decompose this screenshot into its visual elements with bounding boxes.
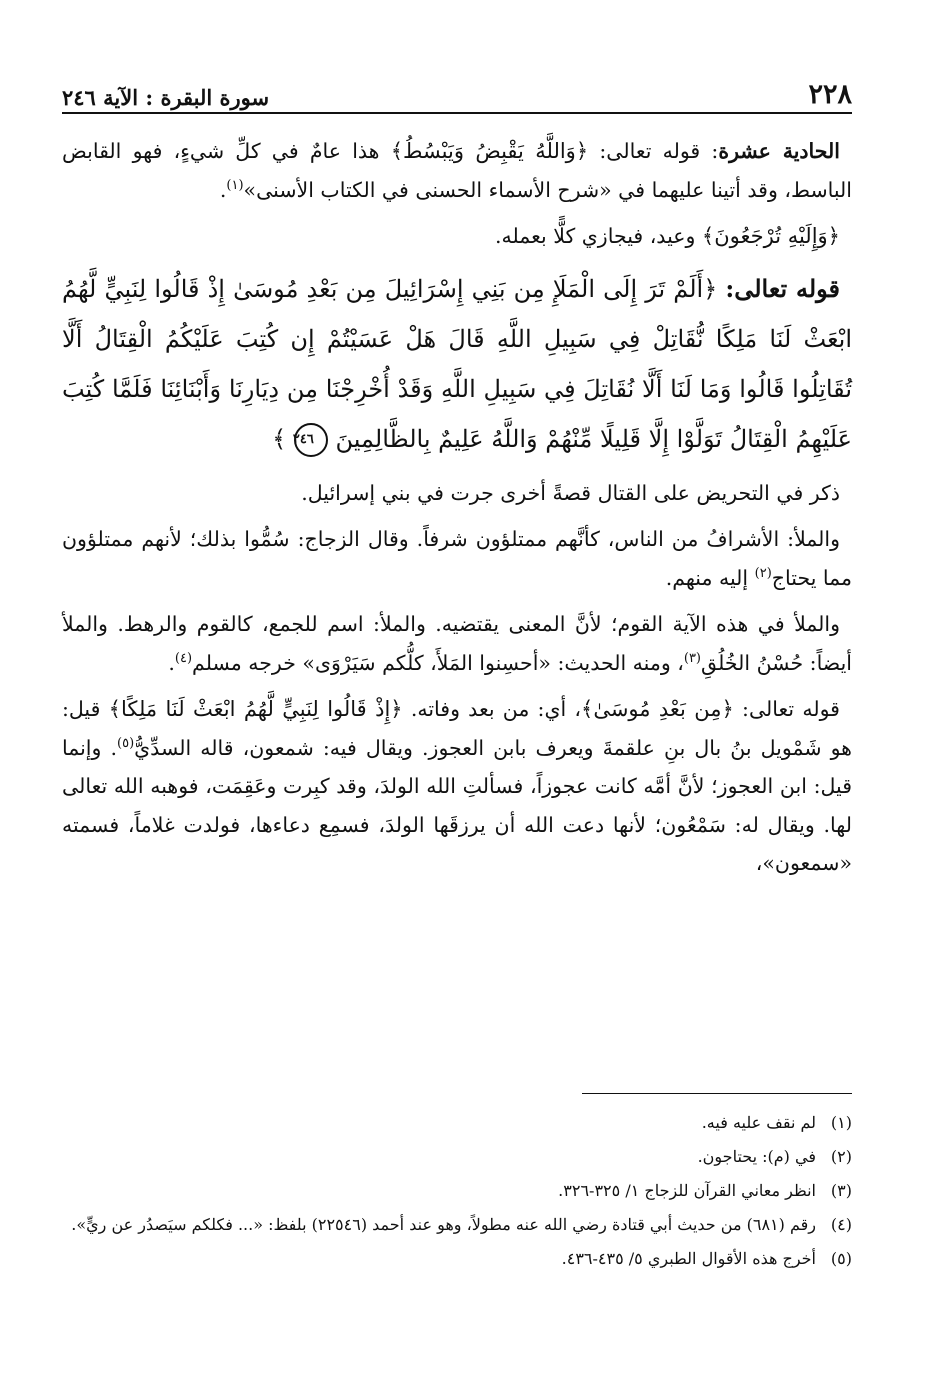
section-heading: الحادية عشرة — [718, 139, 840, 163]
footnote-ref[interactable]: (٥) — [117, 735, 135, 751]
paragraph-text: ، أي: من بعد وفاته. — [410, 697, 582, 721]
footnote-ref[interactable]: (٤) — [174, 650, 193, 666]
footnote-text: في (م): يحتاجون. — [697, 1147, 816, 1166]
footnote-text: لم نقف عليه فيه. — [701, 1113, 816, 1132]
footnote — [62, 1210, 852, 1240]
paragraph-mala-meaning — [62, 605, 852, 682]
footnote — [62, 1108, 852, 1138]
footnote — [62, 1244, 852, 1274]
footnote — [62, 1142, 852, 1172]
paragraph-text: . وإنما قيل: ابن العجوز؛ لأنَّ أمَّه كانت عجوزاً، فسألتِ الله الولدَ، وقد كبِرت وعَقِمَت، فوهبه الله تعالى لها. ويقال له: سَمْعُون؛ لأنها دعت الله أن يرزقَها الولدَ، فسمِع دعاءها، فولدت غلاماً، فسمته «سمعون»، — [62, 735, 852, 875]
paragraph-text: : قوله تعالى: — [599, 139, 719, 163]
paragraph-mala — [62, 520, 852, 597]
book-page — [62, 0, 852, 1389]
page-header — [62, 68, 852, 114]
paragraph-text: ، ومنه الحديث: «أحسِنوا المَلأَ، كلُّكم سَيَرْوَى» خرجه مسلم — [192, 650, 684, 675]
footnote-text: انظر معاني القرآن للزجاج ١/ ٣٢٥-٣٢٦. — [558, 1181, 816, 1200]
paragraph-text: قوله تعالى: — [742, 697, 840, 721]
paragraph-text: والملأ: الأشرافُ من الناس، كأنَّهم ممتلؤون شرفاً. وقال الزجاج: سُمُّوا بذلك؛ لأنهم ممتلؤون مما يحتاج — [62, 527, 852, 590]
quran-quote: ﴿مِن بَعْدِ مُوسَىٰ﴾ — [581, 697, 734, 721]
verse-block — [62, 264, 852, 464]
footnote-text: أخرج هذه الأقوال الطبري ٥/ ٤٣٥-٤٣٦. — [561, 1249, 816, 1268]
paragraph-eleventh — [62, 132, 852, 209]
paragraph-text: إليه منهم. — [665, 565, 749, 590]
running-title: سورة البقرة : الآية ٢٤٦ — [62, 85, 270, 110]
paragraph-text: . — [168, 650, 175, 675]
paragraph-text: . — [219, 177, 227, 202]
footnote-number: (٣) — [830, 1181, 852, 1200]
paragraph-text: وعيد، فيجازي كلًّا بعمله. — [495, 224, 696, 248]
footnote-ref[interactable]: (٣) — [683, 650, 701, 666]
paragraph-return — [62, 217, 852, 256]
paragraph-text: والملأ في هذه الآية القوم؛ لأنَّ المعنى يقتضيه. والملأ: اسم للجمع، كالقوم والرهط. والملأ أيضاً: حُسْنُ الخُلُقِ — [62, 612, 852, 675]
verse-heading: قوله تعالى: — [725, 273, 840, 303]
quran-quote: ﴿إِذْ قَالُوا لِنَبِيٍّ لَّهُمُ ابْعَثْ لَنَا مَلِكًا﴾ — [108, 697, 403, 721]
main-text — [62, 132, 852, 891]
paragraph-after-moses — [62, 690, 852, 883]
quran-quote: ﴿وَإِلَيْهِ تُرْجَعُونَ﴾ — [701, 224, 840, 248]
paragraph-context: ذكر في التحريض على القتال قصةً أخرى جرت في بني إسرائيل. — [301, 480, 840, 505]
footnote-ref[interactable]: (٢) — [754, 565, 772, 581]
footnote-number: (٢) — [830, 1147, 852, 1166]
footnote-number: (٤) — [830, 1215, 852, 1234]
paragraph-text: هذا عامٌ في كلِّ شيءٍ، فهو القابض الباسط، وقد أتينا عليهما في «شرح الأسماء الحسنى في الكتاب الأسنى» — [62, 139, 852, 202]
verse-close: ﴾ — [272, 424, 287, 453]
footnote-divider — [582, 1093, 852, 1094]
verse-text: ﴿أَلَمْ تَرَ إِلَى الْمَلَإِ مِن بَنِي إِسْرَائِيلَ مِن بَعْدِ مُوسَىٰ إِذْ قَالُوا لِنَبِيٍّ لَّهُمُ ابْعَثْ لَنَا مَلِكًا نُّقَاتِلْ فِي سَبِيلِ اللَّهِ قَالَ هَلْ عَسَيْتُمْ إِن كُتِبَ عَلَيْكُمُ الْقِتَالُ أَلَّا تُقَاتِلُوا قَالُوا وَمَا لَنَا أَلَّا نُقَاتِلَ فِي سَبِيلِ اللَّهِ وَقَدْ أُخْرِجْنَا مِن دِيَارِنَا وَأَبْنَائِنَا فَلَمَّا كُتِبَ عَلَيْهِمُ الْقِتَالُ تَوَلَّوْا إِلَّا قَلِيلًا مِّنْهُمْ وَاللَّهُ عَلِيمٌ بِالظَّالِمِينَ — [62, 274, 853, 453]
footnote-number: (٥) — [830, 1249, 852, 1268]
footnotes — [62, 1108, 852, 1278]
quran-quote: ﴿وَاللَّهُ يَقْبِضُ وَيَبْسُطُ﴾ — [390, 139, 589, 163]
footnote-number: (١) — [830, 1113, 852, 1132]
ayah-number-mark: ٢٤٦ — [294, 423, 328, 457]
page-number: ٢٢٨ — [808, 79, 852, 110]
footnote — [62, 1176, 852, 1206]
footnote-text: رقم (٦٨١) من حديث أبي قتادة رضي الله عنه مطولاً، وهو عند أحمد (٢٢٥٤٦) بلفظ: «... فكلكم سيَصدُر عن ريٍّ». — [71, 1215, 816, 1234]
footnote-ref[interactable]: (١) — [226, 177, 244, 193]
paragraph-text: قيل: هو شَمْويل بنُ بال بنِ علقمةَ ويعرف بابن العجوز. ويقال فيه: شمعون، قاله السدِّيُّ — [62, 697, 852, 760]
